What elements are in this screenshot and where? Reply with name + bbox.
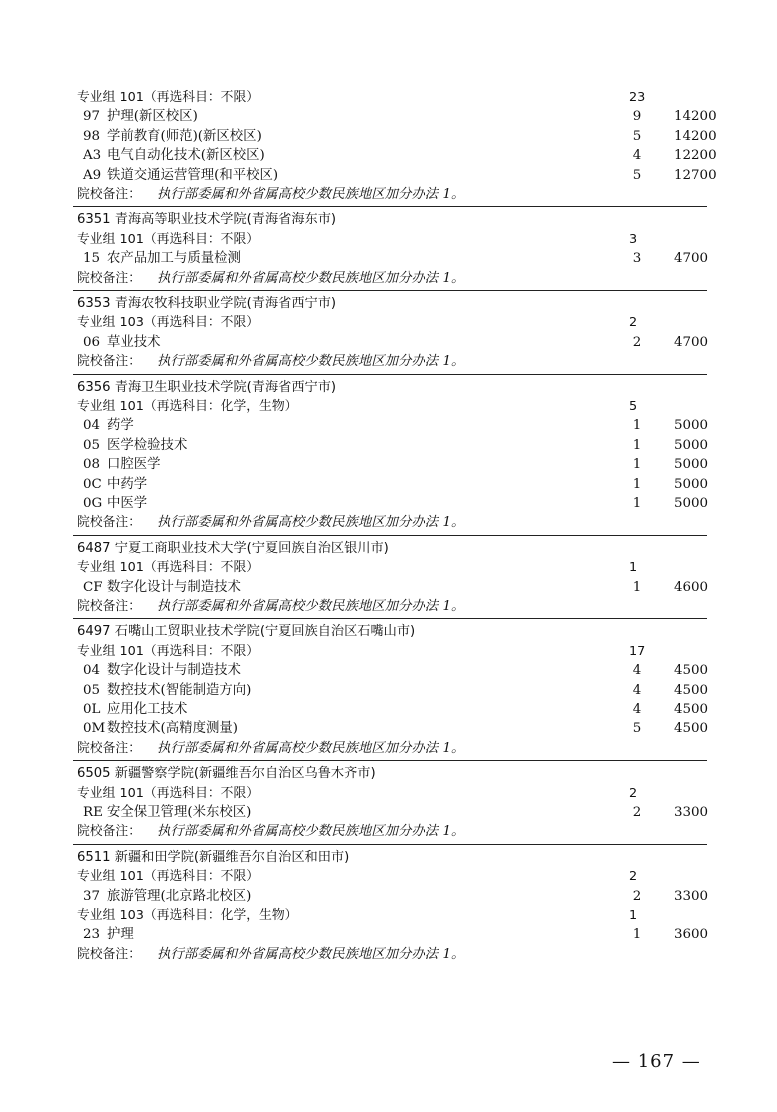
group-name: 专业组 101（再选科目：不限） bbox=[77, 869, 260, 885]
major-count: 1 bbox=[632, 457, 642, 473]
school-name: 6353 青海农牧科技职业学院(青海省西宁市) bbox=[77, 296, 337, 311]
major-name: 药学 bbox=[107, 418, 134, 434]
note-text: 执行部委属和外省属高校少数民族地区加分办法 1。 bbox=[157, 599, 465, 614]
school-header bbox=[0, 294, 777, 313]
major-count: 4 bbox=[632, 663, 642, 679]
major-fee: 4500 bbox=[674, 663, 709, 679]
group-count: 17 bbox=[629, 643, 646, 659]
major-name: 学前教育(师范)(新区校区) bbox=[107, 128, 262, 144]
note-label: 院校备注： bbox=[77, 946, 141, 962]
major-row bbox=[0, 455, 777, 474]
major-name: 农产品加工与质量检测 bbox=[107, 251, 241, 267]
major-fee: 5000 bbox=[674, 476, 709, 492]
major-code: 0C bbox=[83, 476, 102, 492]
major-count: 9 bbox=[632, 109, 642, 125]
group-count: 3 bbox=[629, 231, 638, 247]
school-header bbox=[0, 539, 777, 558]
major-count: 2 bbox=[632, 805, 642, 820]
school-note-row bbox=[0, 822, 777, 841]
major-fee: 3300 bbox=[674, 805, 709, 820]
major-code: RE bbox=[83, 805, 103, 820]
note-text: 执行部委属和外省属高校少数民族地区加分办法 1。 bbox=[157, 354, 465, 370]
school-separator bbox=[73, 760, 707, 761]
major-count: 5 bbox=[632, 721, 642, 737]
school-header bbox=[0, 378, 777, 397]
school-header bbox=[0, 848, 777, 867]
major-name: 数字化设计与制造技术 bbox=[107, 663, 241, 679]
major-name: 旅游管理(北京路北校区) bbox=[107, 888, 252, 904]
major-row bbox=[0, 416, 777, 435]
group-row bbox=[0, 230, 777, 249]
major-count: 1 bbox=[632, 579, 642, 595]
group-name: 专业组 101（再选科目：不限） bbox=[77, 90, 260, 105]
major-name: 电气自动化技术(新区校区) bbox=[107, 148, 265, 164]
major-row bbox=[0, 146, 777, 165]
major-name: 安全保卫管理(米东校区) bbox=[107, 805, 252, 820]
group-count: 23 bbox=[629, 90, 646, 105]
major-code: 06 bbox=[83, 334, 101, 350]
major-name: 铁道交通运营管理(和平校区) bbox=[107, 167, 279, 183]
note-text: 执行部委属和外省属高校少数民族地区加分办法 1。 bbox=[157, 270, 465, 286]
major-name: 草业技术 bbox=[107, 334, 161, 350]
major-name: 中医学 bbox=[107, 496, 148, 511]
school-separator bbox=[73, 206, 707, 207]
group-count: 1 bbox=[629, 560, 638, 576]
note-label: 院校备注： bbox=[77, 740, 141, 756]
major-count: 5 bbox=[632, 167, 642, 183]
group-count: 2 bbox=[629, 869, 638, 885]
major-fee: 4700 bbox=[674, 251, 709, 267]
major-fee: 4500 bbox=[674, 702, 709, 717]
major-name: 数控技术(智能制造方向) bbox=[107, 682, 252, 698]
school-name: 6511 新疆和田学院(新疆维吾尔自治区和田市) bbox=[77, 849, 350, 865]
major-row bbox=[0, 249, 777, 268]
note-text: 执行部委属和外省属高校少数民族地区加分办法 1。 bbox=[157, 187, 465, 202]
major-count: 4 bbox=[632, 702, 642, 717]
major-code: 0L bbox=[83, 702, 101, 717]
major-code: 97 bbox=[83, 109, 101, 125]
group-row bbox=[0, 558, 777, 577]
school-note-row bbox=[0, 352, 777, 371]
major-count: 3 bbox=[632, 251, 642, 267]
group-row bbox=[0, 906, 777, 925]
group-name: 专业组 103（再选科目：不限） bbox=[77, 315, 260, 331]
major-fee: 5000 bbox=[674, 418, 709, 434]
school-name: 6356 青海卫生职业技术学院(青海省西宁市) bbox=[77, 379, 337, 395]
school-note-row bbox=[0, 739, 777, 758]
major-fee: 4700 bbox=[674, 334, 709, 350]
group-count: 1 bbox=[629, 908, 638, 923]
note-label: 院校备注： bbox=[77, 270, 141, 286]
major-name: 医学检验技术 bbox=[107, 437, 188, 453]
group-row bbox=[0, 397, 777, 416]
school-note-row bbox=[0, 269, 777, 288]
major-fee: 3300 bbox=[674, 888, 709, 904]
major-code: 04 bbox=[83, 418, 101, 434]
major-name: 护理 bbox=[107, 927, 134, 943]
major-name: 口腔医学 bbox=[107, 457, 161, 473]
major-count: 1 bbox=[632, 418, 642, 434]
note-label: 院校备注： bbox=[77, 599, 141, 614]
group-row bbox=[0, 88, 777, 107]
major-name: 中药学 bbox=[107, 476, 148, 492]
group-name: 专业组 103（再选科目：化学，生物） bbox=[77, 908, 298, 923]
school-header bbox=[0, 622, 777, 641]
major-row bbox=[0, 925, 777, 944]
major-code: 05 bbox=[83, 437, 101, 453]
major-code: 15 bbox=[83, 251, 101, 267]
major-code: 0M bbox=[83, 721, 106, 737]
major-count: 2 bbox=[632, 888, 642, 904]
school-separator bbox=[73, 374, 707, 375]
school-name: 6497 石嘴山工贸职业技术学院(宁夏回族自治区石嘴山市) bbox=[77, 624, 416, 640]
major-count: 2 bbox=[632, 334, 642, 350]
major-row bbox=[0, 803, 777, 822]
major-count: 1 bbox=[632, 496, 642, 511]
group-name: 专业组 101（再选科目：不限） bbox=[77, 643, 260, 659]
major-row bbox=[0, 436, 777, 455]
note-text: 执行部委属和外省属高校少数民族地区加分办法 1。 bbox=[157, 946, 465, 962]
school-name: 6487 宁夏工商职业技术大学(宁夏回族自治区银川市) bbox=[77, 540, 389, 556]
school-name: 6351 青海高等职业技术学院(青海省海东市) bbox=[77, 212, 337, 228]
school-header bbox=[0, 764, 777, 783]
major-count: 4 bbox=[632, 148, 642, 164]
major-name: 应用化工技术 bbox=[107, 702, 188, 717]
major-code: 23 bbox=[83, 927, 101, 943]
group-row bbox=[0, 784, 777, 803]
school-separator bbox=[73, 844, 707, 845]
major-code: A9 bbox=[83, 167, 102, 183]
major-count: 4 bbox=[632, 682, 642, 698]
major-row bbox=[0, 127, 777, 146]
group-row bbox=[0, 867, 777, 886]
major-fee: 5000 bbox=[674, 457, 709, 473]
page-number: — 167 — bbox=[612, 1051, 701, 1072]
note-text: 执行部委属和外省属高校少数民族地区加分办法 1。 bbox=[157, 740, 465, 756]
school-note-row bbox=[0, 185, 777, 204]
note-label: 院校备注： bbox=[77, 515, 141, 531]
major-row bbox=[0, 887, 777, 906]
major-count: 1 bbox=[632, 476, 642, 492]
major-code: 0G bbox=[83, 496, 103, 511]
major-code: 05 bbox=[83, 682, 101, 698]
school-separator bbox=[73, 618, 707, 619]
major-fee: 4500 bbox=[674, 721, 709, 737]
major-fee: 12200 bbox=[674, 148, 717, 164]
major-fee: 12700 bbox=[674, 167, 717, 183]
group-name: 专业组 101（再选科目：不限） bbox=[77, 231, 260, 247]
note-label: 院校备注： bbox=[77, 824, 141, 840]
major-name: 数字化设计与制造技术 bbox=[107, 579, 241, 595]
note-label: 院校备注： bbox=[77, 354, 141, 370]
group-row bbox=[0, 642, 777, 661]
major-fee: 4600 bbox=[674, 579, 709, 595]
major-name: 护理(新区校区) bbox=[107, 109, 198, 125]
note-label: 院校备注： bbox=[77, 187, 141, 202]
major-fee: 3600 bbox=[674, 927, 709, 943]
major-row bbox=[0, 681, 777, 700]
major-code: 08 bbox=[83, 457, 101, 473]
group-count: 5 bbox=[629, 399, 638, 414]
major-row bbox=[0, 578, 777, 597]
major-fee: 5000 bbox=[674, 437, 709, 453]
school-note-row bbox=[0, 513, 777, 532]
school-separator bbox=[73, 290, 707, 291]
group-name: 专业组 101（再选科目：不限） bbox=[77, 785, 260, 801]
group-count: 2 bbox=[629, 315, 638, 331]
major-row bbox=[0, 107, 777, 126]
school-note-row bbox=[0, 945, 777, 964]
school-note-row bbox=[0, 597, 777, 616]
major-row bbox=[0, 333, 777, 352]
major-code: 04 bbox=[83, 663, 101, 679]
major-code: 98 bbox=[83, 128, 101, 144]
group-name: 专业组 101（再选科目：化学，生物） bbox=[77, 399, 298, 414]
major-row bbox=[0, 475, 777, 494]
major-name: 数控技术(高精度测量) bbox=[107, 721, 238, 737]
note-text: 执行部委属和外省属高校少数民族地区加分办法 1。 bbox=[157, 824, 465, 840]
group-count: 2 bbox=[629, 785, 638, 801]
major-row bbox=[0, 494, 777, 513]
major-count: 5 bbox=[632, 128, 642, 144]
school-separator bbox=[73, 535, 707, 536]
major-code: 37 bbox=[83, 888, 101, 904]
major-code: A3 bbox=[83, 148, 102, 164]
major-count: 1 bbox=[632, 927, 642, 943]
major-fee: 4500 bbox=[674, 682, 709, 698]
group-row bbox=[0, 313, 777, 332]
major-count: 1 bbox=[632, 437, 642, 453]
major-fee: 14200 bbox=[674, 128, 717, 144]
major-code: CF bbox=[83, 579, 103, 595]
note-text: 执行部委属和外省属高校少数民族地区加分办法 1。 bbox=[157, 515, 465, 531]
major-row bbox=[0, 700, 777, 719]
school-name: 6505 新疆警察学院(新疆维吾尔自治区乌鲁木齐市) bbox=[77, 766, 376, 782]
major-fee: 14200 bbox=[674, 109, 717, 125]
group-name: 专业组 101（再选科目：不限） bbox=[77, 560, 260, 576]
major-row bbox=[0, 719, 777, 738]
major-fee: 5000 bbox=[674, 496, 709, 511]
major-row bbox=[0, 661, 777, 680]
major-row bbox=[0, 166, 777, 185]
school-header bbox=[0, 210, 777, 229]
